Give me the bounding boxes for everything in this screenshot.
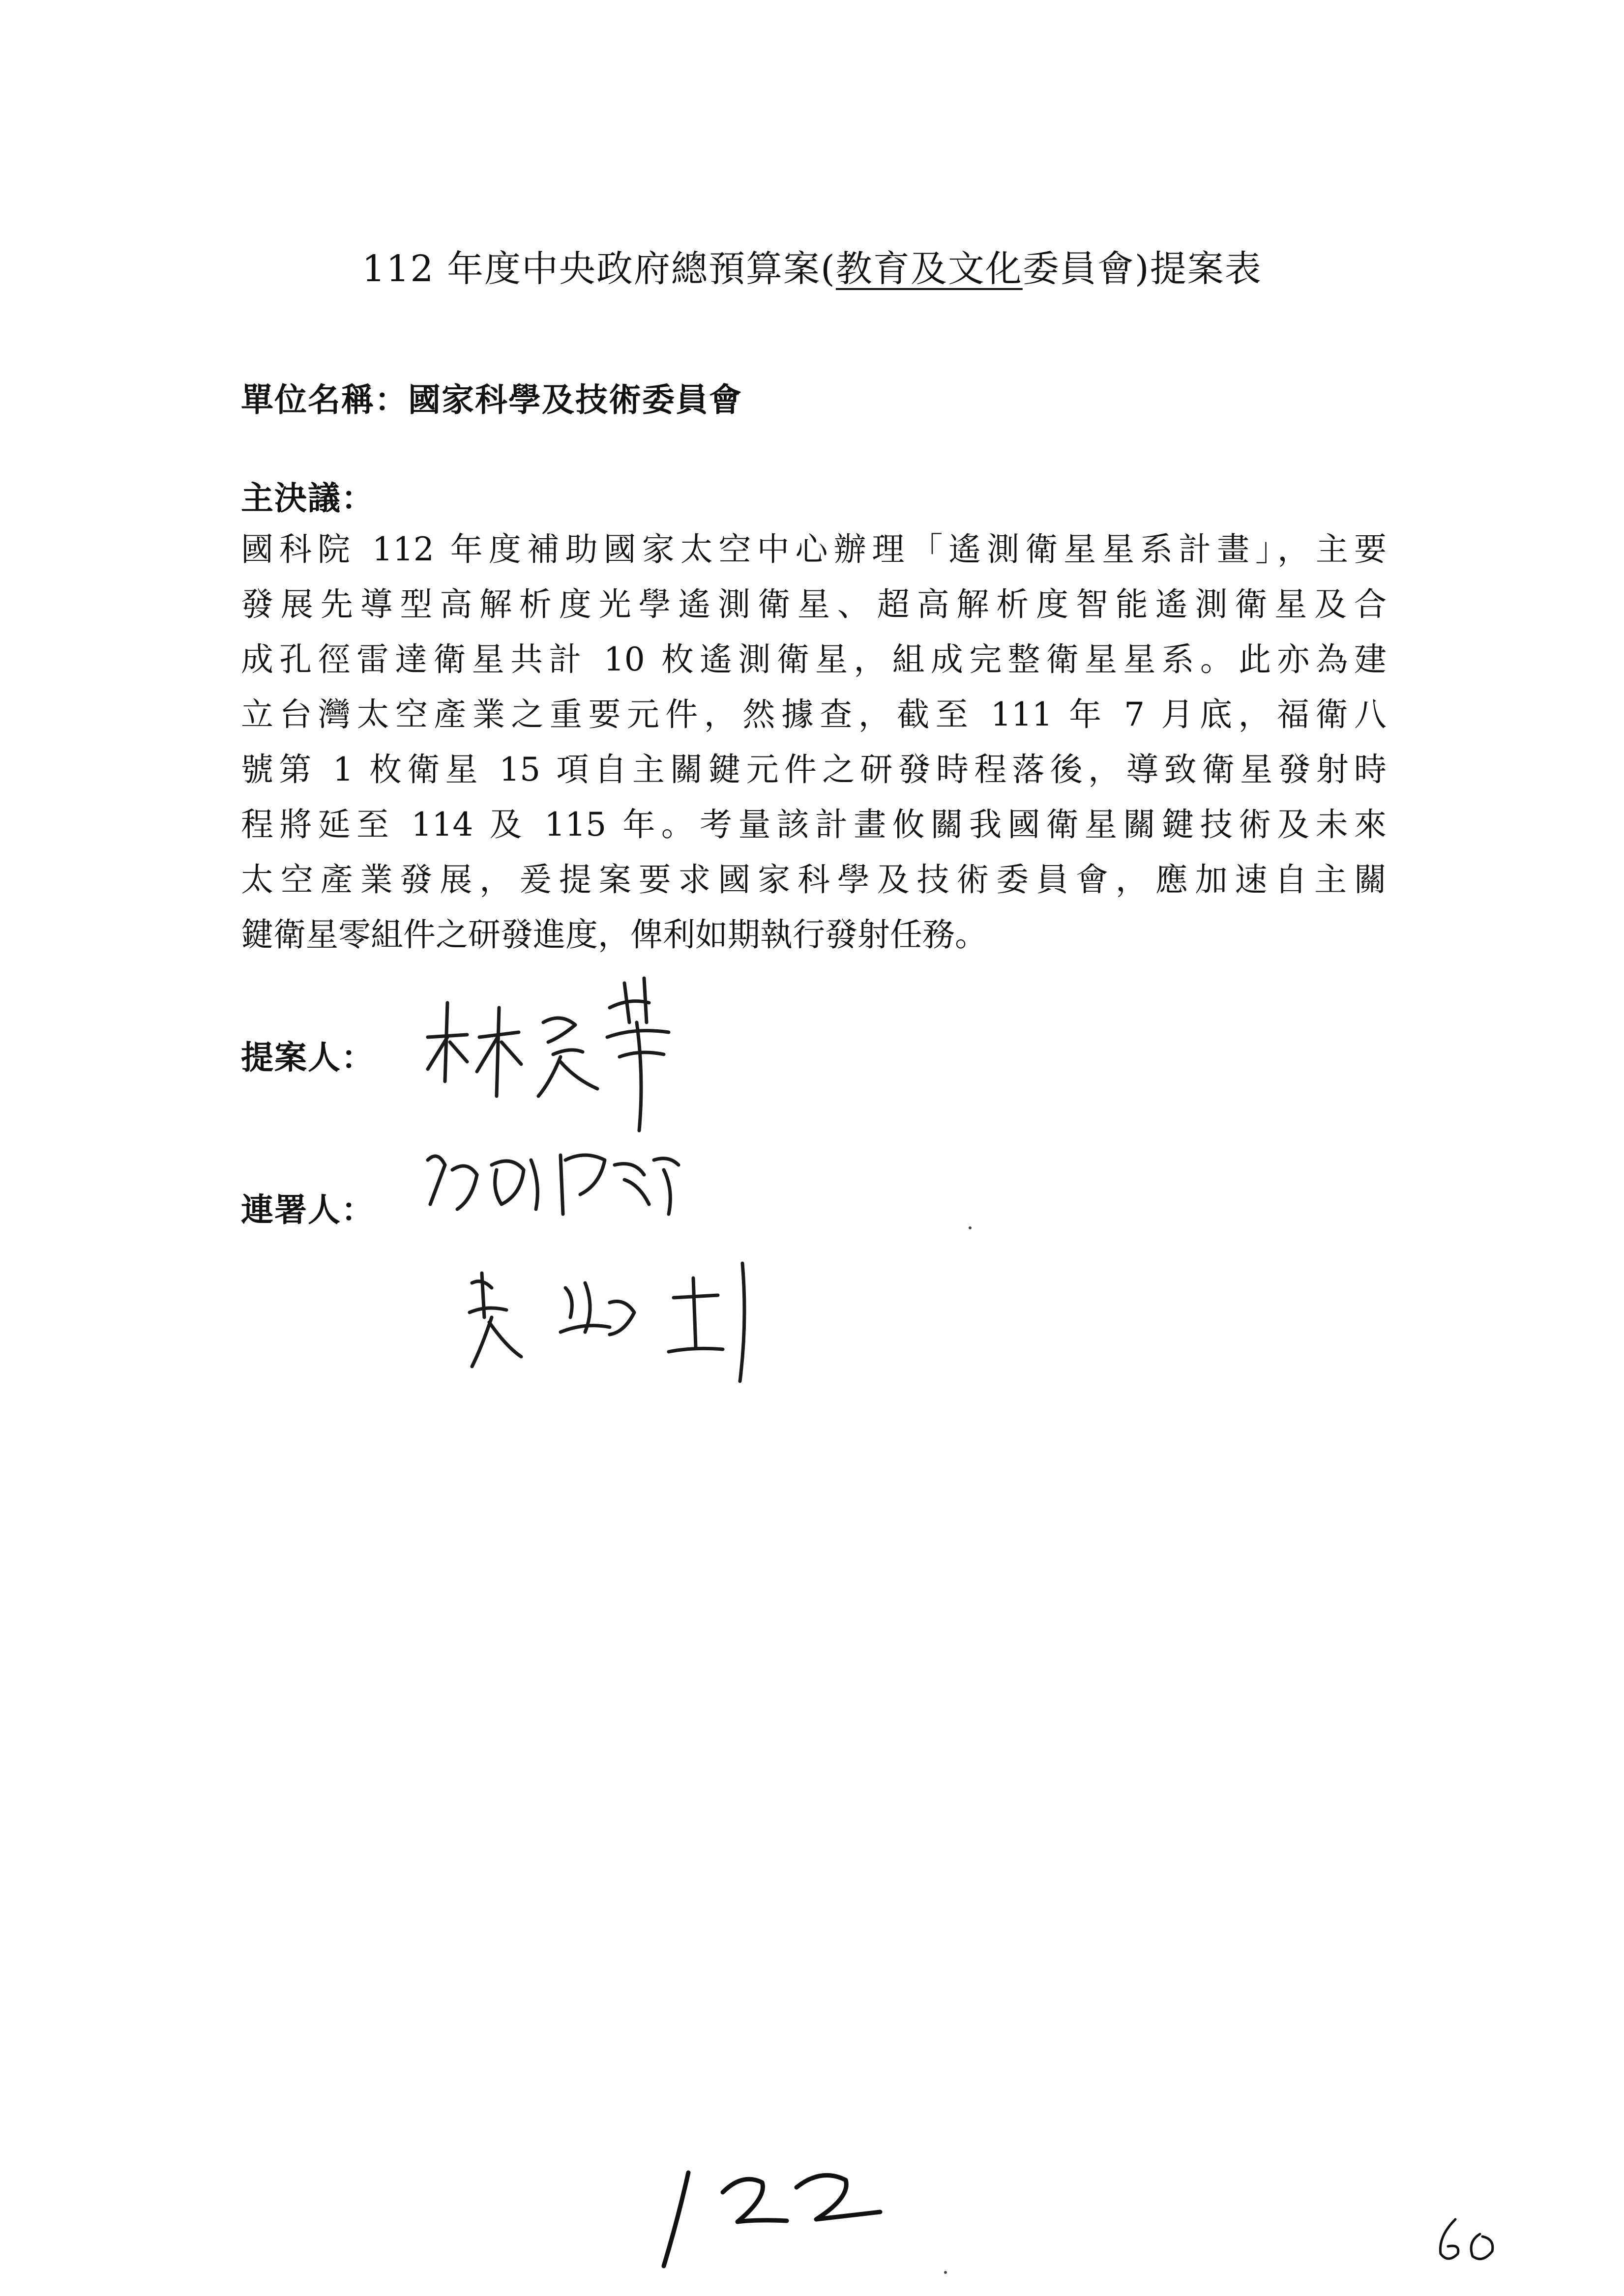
resolution-line: 太空產業發展，爰提案要求國家科學及技術委員會，應加速自主關 bbox=[241, 861, 1387, 899]
resolution-line: 鍵衛星零組件之研發進度，俾利如期執行發射任務。 bbox=[241, 916, 987, 954]
scan-speck bbox=[969, 1226, 972, 1229]
main-resolution-heading: 主決議： bbox=[241, 479, 375, 517]
unit-name-value: 國家科學及技術委員會 bbox=[408, 380, 742, 419]
unit-name-row bbox=[241, 374, 742, 420]
title-prefix: 112 年度中央政府總預算案( bbox=[362, 248, 836, 290]
resolution-line: 發展先導型高解析度光學遙測衛星、超高解析度智能遙測衛星及合 bbox=[241, 585, 1387, 623]
handwritten-stamp-number bbox=[649, 2163, 924, 2278]
proposer-label: 提案人： bbox=[241, 1038, 375, 1076]
resolution-body bbox=[241, 522, 1387, 962]
scan-speck bbox=[944, 2271, 947, 2274]
document-title bbox=[0, 240, 1624, 292]
handwritten-page-number bbox=[1426, 2212, 1514, 2273]
handwritten-stamp-number-glyphs bbox=[649, 2163, 924, 2276]
cosigner-label: 連署人： bbox=[241, 1191, 375, 1229]
resolution-line: 號第 1 枚衛星 15 項自主關鍵元件之研發時程落後，導致衛星發射時 bbox=[241, 751, 1387, 788]
proposer-signature bbox=[413, 963, 757, 1140]
title-committee-underlined: 教育及文化 bbox=[835, 248, 1023, 290]
handwritten-page-number-glyphs bbox=[1426, 2212, 1514, 2271]
resolution-line: 國科院 112 年度補助國家太空中心辦理「遙測衛星星系計畫」，主要 bbox=[241, 530, 1387, 568]
resolution-line: 成孔徑雷達衛星共計 10 枚遙測衛星，組成完整衛星星系。此亦為建 bbox=[241, 640, 1387, 678]
cosigner-signature-2 bbox=[462, 1249, 806, 1396]
resolution-line: 立台灣太空產業之重要元件，然據查，截至 111 年 7 月底，福衛八 bbox=[241, 696, 1387, 733]
unit-name-label: 單位名稱： bbox=[241, 380, 408, 419]
resolution-line: 程將延至 114 及 115 年。考量該計畫攸關我國衛星關鍵技術及未來 bbox=[241, 806, 1387, 843]
cosigner-signature-1 bbox=[418, 1131, 723, 1249]
title-suffix: 委員會)提案表 bbox=[1022, 248, 1262, 290]
